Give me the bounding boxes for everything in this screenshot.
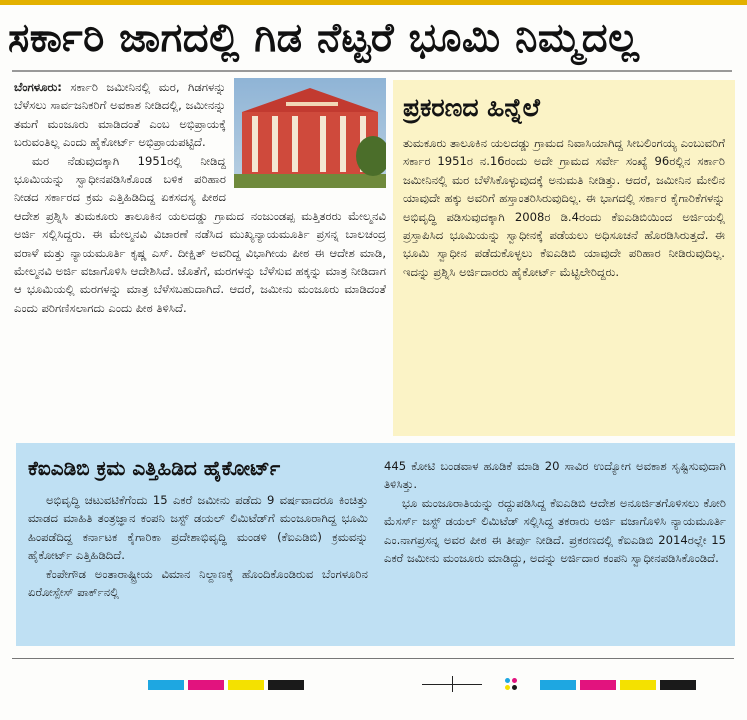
- story-lead: ಸರ್ಕಾರಿ ಜಮೀನಿನಲ್ಲಿ ಮರ, ಗಿಡಗಳನ್ನು ಬೆಳೆಸಲು ಸಾರ್ವಜನಿಕರಿಗೆ ಅವಕಾಶ ನೀಡಿದಲ್ಲಿ, ಜಮೀನನ್ನು ತಮಗೆ ಮಂಜೂರು ಮಾಡಿದಂತೆ ಎಂಬ ಅಭಿಪ್ರಾಯಕ್ಕೆ ಬರುವಂತಿಲ್ಲ ಎಂದು ಹೈಕೋರ್ಟ್ ಅಭಿಪ್ರಾಯಪಟ್ಟಿದೆ.: [14, 80, 226, 150]
- kiadb-right-column: [384, 457, 726, 639]
- kiadb-paragraph-3: 445 ಕೋಟಿ ಬಂಡವಾಳ ಹೂಡಿಕೆ ಮಾಡಿ 20 ಸಾವಿರ ಉದ್ಯೋಗ ಅವಕಾಶ ಸೃಷ್ಟಿಸುವುದಾಗಿ ತಿಳಿಸಿತ್ತು.: [384, 459, 726, 492]
- cyan-print-mark: [148, 680, 184, 690]
- high-court-photo: [234, 78, 386, 188]
- headline: ಸರ್ಕಾರಿ ಜಾಗದಲ್ಲಿ ಗಿಡ ನೆಟ್ಟರೆ ಭೂಮಿ ನಿಮ್ಮದಲ್ಲ: [8, 15, 640, 61]
- magenta-print-mark: [580, 680, 616, 690]
- kiadb-paragraph-4: ಭೂ ಮಂಜೂರಾತಿಯನ್ನು ರದ್ದುಪಡಿಸಿದ್ದ ಕೆಐಎಡಿಬಿ ಆದೇಶ ಅನೂರ್ಜಿತಗೊಳಿಸಲು ಕೋರಿ ಮೆಸರ್ಸ್ ಜಸ್ಟ್ ಡಯಲ್ ಲಿಮಿಟೆಡ್ ಸಲ್ಲಿಸಿದ್ದ ತಕರಾರು ಅರ್ಜಿ ವಜಾಗೊಳಿಸಿ ನ್ಯಾಯಮೂರ್ತಿ ಎಂ.ನಾಗಪ್ರಸನ್ನ ಅವರ ಪೀಠ ಈ ತೀರ್ಪು ನೀಡಿದೆ. ಪ್ರಕರಣದಲ್ಲಿ ಕೆಐಎಡಿಬಿ 2014ರಲ್ಲೇ 15 ಎಕರೆ ಜಮೀನು ಮಂಜೂರು ಮಾಡಿದ್ದು, ಅದನ್ನು ಅರ್ಜಿದಾರ ಕಂಪನಿ ಸ್ವಾಧೀನಪಡಿಸಿಕೊಂಡಿದೆ.: [384, 495, 726, 566]
- yellow-print-mark: [228, 680, 264, 690]
- main-story: [14, 78, 386, 440]
- dot: [512, 685, 517, 690]
- background-box-title: ಪ್ರಕರಣದ ಹಿನ್ನೆಲೆ: [403, 93, 540, 122]
- photo-lawn: [234, 174, 386, 188]
- kiadb-left-column: [28, 451, 368, 639]
- kiadb-box: [16, 443, 735, 646]
- cyan-print-mark: [540, 680, 576, 690]
- dot: [505, 678, 510, 683]
- page-bottom-rule: [12, 658, 734, 659]
- registration-mark-vertical: [452, 676, 453, 692]
- dot: [505, 685, 510, 690]
- photo-roof: [242, 88, 378, 112]
- photo-column: [320, 116, 326, 172]
- top-color-bar: [0, 0, 747, 5]
- dateline: ಬೆಂಗಳೂರು:: [14, 80, 62, 94]
- photo-pediment: [286, 102, 338, 106]
- black-print-mark: [268, 680, 304, 690]
- photo-column: [252, 116, 258, 172]
- dot: [512, 678, 517, 683]
- story-paragraph-2: ಮರ ನೆಡುವುದಕ್ಕಾಗಿ 1951ರಲ್ಲಿ ನೀಡಿದ್ದ ಭೂಮಿಯನ್ನು ಸ್ವಾಧೀನಪಡಿಸಿಕೊಂಡ ಬಳಿಕ ಪರಿಹಾರ ನೀಡದ ಸರ್ಕಾರದ ಕ್ರಮ ಎತ್ತಿಹಿಡಿದಿದ್ದ ಏಕಸದಸ್ಯ ಪೀಠದ ಆದೇಶ ಪ್ರಶ್ನಿಸಿ ತುಮಕೂರು ತಾಲೂಕಿನ ಯಲದಡ್ಡು ಗ್ರಾಮದ ನಂಜುಂಡಪ್ಪ ಮತ್ತಿತರರು ಮೇಲ್ಮನವಿ ಅರ್ಜಿ ಸಲ್ಲಿಸಿದ್ದರು. ಈ ಮೇಲ್ಮನವಿ ವಿಚಾರಣೆ ನಡೆಸಿದ ಮುಖ್ಯನ್ಯಾಯಮೂರ್ತಿ ಪ್ರಸನ್ನ ಬಾಲಚಂದ್ರ ವರಾಳೆ ಮತ್ತು ನ್ಯಾಯಮೂರ್ತಿ ಕೃಷ್ಣ ಎಸ್. ದೀಕ್ಷಿತ್ ಅವರಿದ್ದ ವಿಭಾಗೀಯ ಪೀಠ ಈ ಆದೇಶ ಮಾಡಿ, ಮೇಲ್ಮನವಿ ಅರ್ಜಿ ವಜಾಗೊಳಿಸಿ ಆದೇಶಿಸಿದೆ. ಜೊತೆಗೆ, ಮರಗಳನ್ನು ಬೆಳೆಸುವ ಹಕ್ಕನ್ನು ಮಾತ್ರ ನೀಡಿದಾಗ ಆ ಭೂಮಿಯಲ್ಲಿ ಮರಗಳನ್ನು ಮಾತ್ರ ಬೆಳೆಸಬಹುದಾಗಿದೆ. ಆದರೆ, ಜಮೀನು ಮಂಜೂರು ಮಾಡಿದಂತೆ ಎಂದು ಪರಿಗಣಿಸಲಾಗದು ಎಂದು ಪೀಠ ತಿಳಿಸಿದೆ.: [14, 153, 386, 315]
- color-dots-mark: [505, 678, 525, 692]
- photo-tree: [356, 136, 386, 176]
- black-print-mark: [660, 680, 696, 690]
- yellow-print-mark: [620, 680, 656, 690]
- photo-column: [340, 116, 346, 172]
- kiadb-paragraph-1: ಅಭಿವೃದ್ಧಿ ಚಟುವಟಿಕೆಗೆಂದು 15 ಎಕರೆ ಜಮೀನು ಪಡೆದು 9 ವರ್ಷವಾದರೂ ಕಿಂಚಿತ್ತು ಮಾಡದ ಮಾಹಿತಿ ತಂತ್ರಜ್ಞಾನ ಕಂಪನಿ ಜಸ್ಟ್ ಡಯಲ್ ಲಿಮಿಟೆಡ್‌ಗೆ ಮಂಜೂರಾಗಿದ್ದ ಭೂಮಿ ಹಿಂಪಡೆದಿದ್ದ ಕರ್ನಾಟಕ ಕೈಗಾರಿಕಾ ಪ್ರದೇಶಾಭಿವೃದ್ಧಿ ಮಂಡಳಿ (ಕೆಐಎಡಿಬಿ) ಕ್ರಮವನ್ನು ಹೈಕೋರ್ಟ್ ಎತ್ತಿಹಿಡಿದಿದೆ.: [28, 493, 368, 563]
- magenta-print-mark: [188, 680, 224, 690]
- photo-column: [272, 116, 278, 172]
- headline-divider: [12, 70, 732, 72]
- photo-column: [292, 116, 298, 172]
- background-box-body: ತುಮಕೂರು ತಾಲೂಕಿನ ಯಲದಡ್ಡು ಗ್ರಾಮದ ನಿವಾಸಿಯಾಗಿದ್ದ ಸೀಬಲಿಂಗಯ್ಯ ಎಂಬುವರಿಗೆ ಸರ್ಕಾರ 1951ರ ನ.16ರಂದು ಅದೇ ಗ್ರಾಮದ ಸರ್ವೇ ಸಂಖ್ಯೆ 96ರಲ್ಲಿನ ಸರ್ಕಾರಿ ಜಮೀನಿನಲ್ಲಿ ಮರ ಬೆಳೆಸಿಕೊಳ್ಳುವುದಕ್ಕೆ ಅನುಮತಿ ನೀಡಿತ್ತು. ಆದರೆ, ಜಮೀನಿನ ಮೇಲಿನ ಯಾವುದೇ ಹಕ್ಕು ಅವರಿಗೆ ಹಸ್ತಾಂತರಿಸಿರುವುದಿಲ್ಲ. ಈ ಭಾಗದಲ್ಲಿ ಸರ್ಕಾರ ಕೈಗಾರಿಕೆಗಳನ್ನು ಅಭಿವೃದ್ಧಿ ಪಡಿಸುವುದಕ್ಕಾಗಿ 2008ರ ಡಿ.4ರಂದು ಕೆಐಎಡಿಬಿಯಿಂದ ಅರ್ಜಿಯಲ್ಲಿ ಪ್ರಸ್ತಾಪಿಸಿದ ಭೂಮಿಯನ್ನು ಸ್ವಾಧೀನಕ್ಕೆ ಪಡೆಯಲು ಅಧಿಸೂಚನೆ ಹೊರಡಿಸಿರುತ್ತದೆ. ಈ ಭೂಮಿ ಸ್ವಾಧೀನ ಪಡೆದುಕೊಳ್ಳಲು ಕೆಐಎಡಿಬಿ ಯಾವುದೇ ಪರಿಹಾರ ನೀಡಿರುವುದಿಲ್ಲ. ಇದನ್ನು ಪ್ರಶ್ನಿಸಿ ಅರ್ಜಿದಾರರು ಹೈಕೋರ್ಟ್ ಮೆಟ್ಟಿಲೇರಿದ್ದರು.: [403, 136, 725, 279]
- kiadb-paragraph-2: ಕೆಂಪೇಗೌಡ ಅಂತಾರಾಷ್ಟ್ರೀಯ ವಿಮಾನ ನಿಲ್ದಾಣಕ್ಕೆ ಹೊಂದಿಕೊಂಡಿರುವ ಬೆಂಗಳೂರಿನ ಏರೋಸ್ಪೇಸ್ ಪಾರ್ಕ್‌ನಲ್ಲಿ: [28, 566, 368, 600]
- background-box: [393, 80, 735, 436]
- kiadb-box-title: ಕೆಐಎಡಿಬಿ ಕ್ರಮ ಎತ್ತಿಹಿಡಿದ ಹೈಕೋರ್ಟ್: [28, 456, 281, 480]
